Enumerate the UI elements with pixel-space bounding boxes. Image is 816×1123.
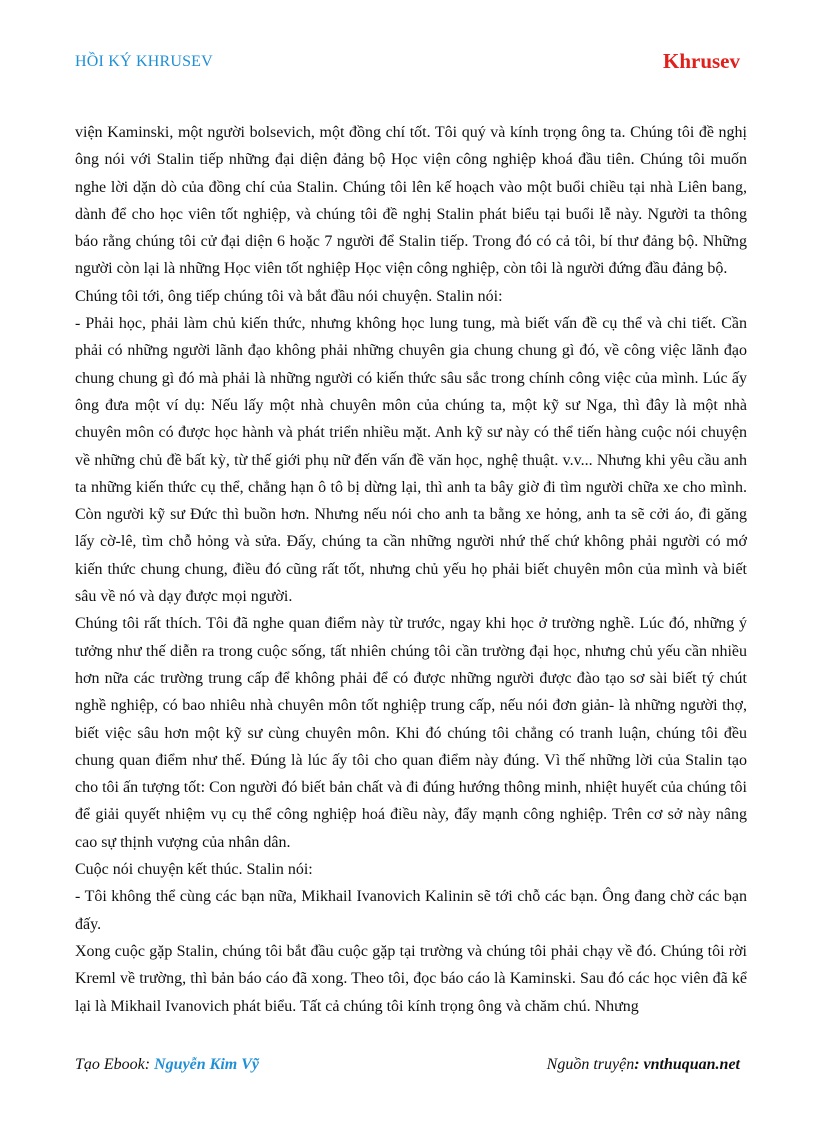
paragraph: - Tôi không thể cùng các bạn nữa, Mikhail Ivanovich Kalinin sẽ tới chỗ các bạn. Ông đang chờ các bạn đấy. — [75, 888, 747, 933]
ebook-label: Tạo Ebook — [75, 1056, 145, 1073]
paragraph: - Phải học, phải làm chủ kiến thức, nhưng không học lung tung, mà biết vấn đề cụ thể và chi tiết. Cần phải có những người lãnh đạo không phải những chuyên gia chung chung gì đó, về công việc lãnh đạo chung chung gì đó mà phải là những người có kiến thức sâu sắc trong chính công việc của mình. Lúc ấy ông đưa một ví dụ: Nếu lấy một nhà chuyên môn của chúng ta, một kỹ sư Nga, thì đây là một nhà chuyên môn có được học hành và phát triển nhiều mặt. Anh kỹ sư này có thể tiến hàng cuộc nói chuyện về những chủ đề bất kỳ, từ thế giới phụ nữ đến vấn đề văn học, nghệ thuật. v.v... Nhưng khi yêu cầu anh ta những kiến thức cụ thể, chẳng hạn ô tô bị dừng lại, thì anh ta bây giờ đi tìm người chữa xe cho mình. Còn người kỹ sư Đức thì buồn hơn. Nhưng nếu nói cho anh ta bằng xe hỏng, anh ta sẽ cởi áo, đi găng lấy cờ-lê, tìm chỗ hỏng và sửa. Đấy, chúng ta cần những người nhứ thế chứ không phải người có mớ kiến thức chung chung, điều đó cũng rất tốt, nhưng chủ yếu họ phải biết chuyên môn của mình và biết sâu về nó và dạy được mọi người. — [75, 315, 747, 606]
paragraph: Chúng tôi rất thích. Tôi đã nghe quan điểm này từ trước, ngay khi học ở trường nghề. Lúc đó, những ý tưởng như thế diễn ra trong cuộc sống, tất nhiên chúng tôi cần trường đại học, nhưng chủ yếu cần nhiều hơn nữa các trường trung cấp để không phải để có được những người được đào tạo sơ sài biết tý chút nghề nghiệp, có bao nhiêu nhà chuyên môn tốt nghiệp trung cấp, nếu nói đơn giản- là những người thợ, biết việc sâu hơn một kỹ sư cùng chuyên môn. Khi đó chúng tôi chẳng có tranh luận, chúng tôi đều chung quan điểm như thế. Đúng là lúc ấy tôi cho quan điểm này đúng. Vì thế những lời của Stalin tạo cho tôi ấn tượng tốt: Con người đó biết bản chất và đi đúng hướng thông minh, nhiệt huyết của chúng tôi để giải quyết nhiệm vụ cụ thể công nghiệp hoá điều này, đẩy mạnh công nghiệp. Trên cơ sở này nâng cao sự thịnh vượng của nhân dân. — [75, 615, 747, 851]
ebook-separator: : — [144, 1056, 155, 1073]
body-text — [75, 119, 747, 1020]
paragraph: Cuộc nói chuyện kết thúc. Stalin nói: — [75, 861, 313, 879]
ebook-creator-name: Nguyễn Kim Vỹ — [154, 1056, 259, 1073]
paragraph: Chúng tôi tới, ông tiếp chúng tôi và bắt đầu nói chuyện. Stalin nói: — [75, 287, 503, 305]
author-name: Khrusev — [662, 49, 740, 73]
footer-ebook-credit — [75, 1056, 259, 1074]
source-separator: : — [634, 1056, 644, 1073]
source-site: vnthuquan.net — [643, 1056, 740, 1073]
book-title: HỒI KÝ KHRUSEV — [75, 53, 213, 70]
footer-source — [547, 1056, 740, 1074]
paragraph: Xong cuộc gặp Stalin, chúng tôi bắt đầu cuộc gặp tại trường và chúng tôi phải chạy về đó. Chúng tôi rời Kreml về trường, thì bản báo cáo đã xong. Theo tôi, đọc báo cáo là Kaminski. Sau đó các học viên đã kể lại là Mikhail Ivanovich phát biểu. Tất cả chúng tôi kính trọng ông và chăm chú. Nhưng — [75, 942, 747, 1015]
paragraph: viện Kaminski, một người bolsevich, một đồng chí tốt. Tôi quý và kính trọng ông ta. Chúng tôi đề nghị ông nói với Stalin tiếp những đại diện đảng bộ Học viện công nghiệp khoá đầu tiên. Chúng tôi muốn nghe lời dặn dò của đồng chí của Stalin. Chúng tôi lên kế hoạch vào một buổi chiều tại nhà Liên bang, dành để cho học viên tốt nghiệp, và chúng tôi đề nghị Stalin phát biểu tại buổi lễ này. Người ta thông báo rằng chúng tôi cử đại diện 6 hoặc 7 người để Stalin tiếp. Trong đó có cả tôi, bí thư đảng bộ. Những người còn lại là những Học viên tốt nghiệp Học viện công nghiệp, còn tôi là người đứng đầu đảng bộ. — [75, 124, 747, 278]
source-label: Nguồn truyện — [546, 1056, 635, 1073]
